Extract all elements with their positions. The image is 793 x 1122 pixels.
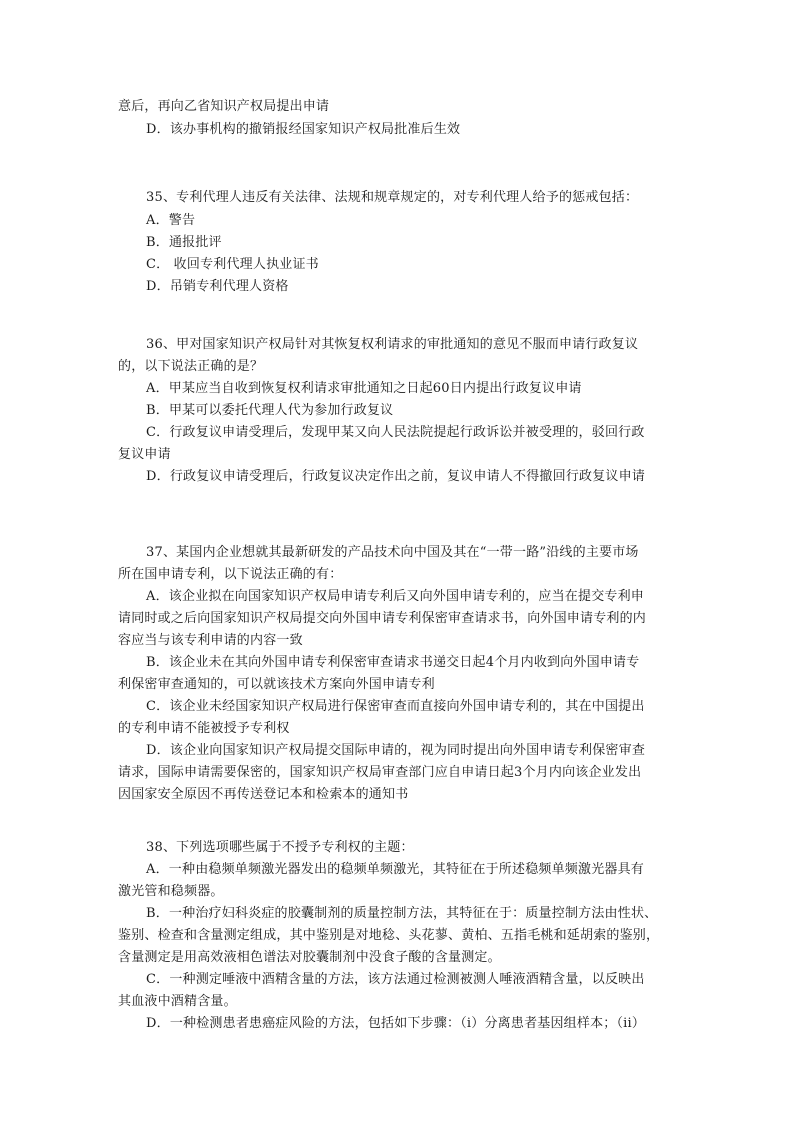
q36-option-c-line-1: C．行政复议申请受理后，发现甲某又向人民法院提起行政诉讼并被受理的，驳回行政 <box>146 425 645 440</box>
q38-option-b-line-1: B．一种治疗妇科炎症的胶囊制剂的质量控制方法，其特征在于：质量控制方法由性状、 <box>146 906 658 921</box>
q38-option-b-line-2: 鉴别、检查和含量测定组成，其中鉴别是对地稔、头花蓼、黄柏、五指毛桃和延胡索的鉴别， <box>118 928 660 943</box>
q37-option-c-line-2: 的专利申请不能被授予专利权 <box>118 721 290 736</box>
q37-option-b-line-1: B．该企业未在其向外国申请专利保密审查请求书递交日起4个月内收到向外国申请专 <box>146 655 640 670</box>
intro-option-d: D．该办事机构的撤销报经国家知识产权局批准后生效 <box>146 122 461 137</box>
q37-option-d-line-3: 因国家安全原因不再传送登记本和检索本的通知书 <box>118 787 409 802</box>
q35-option-c: C． 收回专利代理人执业证书 <box>146 257 319 272</box>
q37-option-a-line-1: A．该企业拟在向国家知识产权局申请专利后又向外国申请专利的，应当在提交专利申 <box>146 589 644 604</box>
q38-option-b-line-3: 含量测定是用高效液相色谱法对胶囊制剂中没食子酸的含量测定。 <box>118 950 501 965</box>
q38-option-a-line-2: 激光管和稳频器。 <box>118 884 224 899</box>
q36-option-d: D．行政复议申请受理后，行政复议决定作出之前，复议申请人不得撤回行政复议申请 <box>146 469 646 484</box>
q35-option-a: A．警告 <box>146 213 196 228</box>
q36-stem-line-1: 36、甲对国家知识产权局针对其恢复权利请求的审批通知的意见不服而申请行政复议 <box>146 337 639 352</box>
q38-option-c-line-2: 其血液中酒精含量。 <box>118 994 237 1009</box>
q37-stem-line-1: 37、某国内企业想就其最新研发的产品技术向中国及其在“一带一路”沿线的主要市场 <box>146 545 639 560</box>
intro-continuation-line: 意后，再向乙省知识产权局提出申请 <box>118 99 330 114</box>
q37-option-a-line-3: 容应当与该专利申请的内容一致 <box>118 633 303 648</box>
q35-stem: 35、专利代理人违反有关法律、法规和规章规定的，对专利代理人给予的惩戒包括： <box>146 190 639 205</box>
q37-option-b-line-2: 利保密审查通知的，可以就该技术方案向外国申请专利 <box>118 677 435 692</box>
q35-option-d: D．吊销专利代理人资格 <box>146 279 289 294</box>
q38-stem: 38、下列选项哪些属于不授予专利权的主题： <box>146 840 414 855</box>
q37-option-a-line-2: 请同时或之后向国家知识产权局提交向外国申请专利保密审查请求书，向外国申请专利的内 <box>118 611 647 626</box>
q36-stem-line-2: 的，以下说法正确的是？ <box>118 359 264 374</box>
q36-option-c-line-2: 复议申请 <box>118 447 171 462</box>
q38-option-c-line-1: C．一种测定唾液中酒精含量的方法，该方法通过检测被测人唾液酒精含量，以反映出 <box>146 972 645 987</box>
q37-option-c-line-1: C．该企业未经国家知识产权局进行保密审查而直接向外国申请专利的，其在中国提出 <box>146 699 645 714</box>
q38-option-a-line-1: A．一种由稳频单频激光器发出的稳频单频激光，其特征在于所述稳频单频激光器具有 <box>146 862 644 877</box>
q38-option-d: D．一种检测患者患癌症风险的方法，包括如下步骤：（i）分离患者基因组样本；（ii） <box>146 1016 646 1031</box>
q36-option-a: A．甲某应当自收到恢复权利请求审批通知之日起60日内提出行政复议申请 <box>146 381 582 396</box>
q35-option-b: B．通报批评 <box>146 235 222 250</box>
q37-stem-line-2: 所在国申请专利，以下说法正确的有： <box>118 567 343 582</box>
q37-option-d-line-2: 请求，国际申请需要保密的，国家知识产权局审查部门应自申请日起3个月内向该企业发出 <box>118 765 642 780</box>
q37-option-d-line-1: D．该企业向国家知识产权局提交国际申请的，视为同时提出向外国申请专利保密审查 <box>146 743 646 758</box>
q36-option-b: B．甲某可以委托代理人代为参加行政复议 <box>146 403 394 418</box>
